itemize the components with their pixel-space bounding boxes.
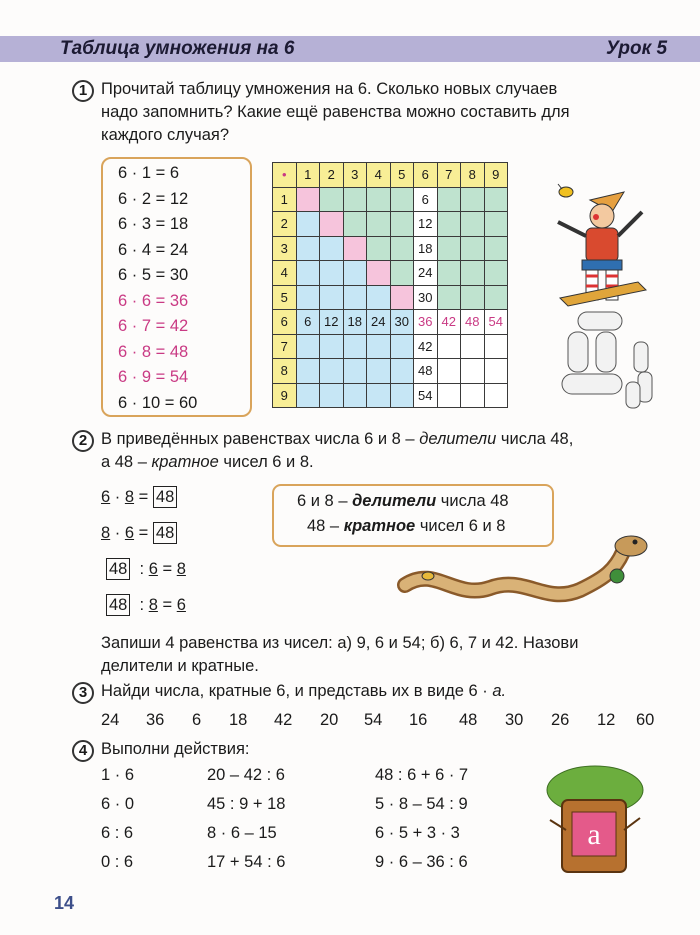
term-divisors-bold: делители <box>352 492 437 510</box>
tree-sign-illustration <box>540 760 650 880</box>
lesson-label: Урок 5 <box>606 38 668 59</box>
task-2-text: В приведённых равенствах числа 6 и 8 – <box>101 430 415 448</box>
grid-cell <box>320 187 344 212</box>
definition-text: числа 48 <box>440 492 509 510</box>
grid-row-header: 1 <box>273 187 297 212</box>
term-multiple: кратное <box>151 453 219 471</box>
grid-cell <box>296 212 320 237</box>
grid-row-header: 9 <box>273 383 297 408</box>
grid-row-header: 3 <box>273 236 297 261</box>
grid-cell <box>320 334 344 359</box>
equation-new: 6 · 6 = 36 <box>118 291 189 310</box>
grid-cell: 30 <box>390 310 414 335</box>
task-4-number: 4 <box>72 740 94 762</box>
grid-cell <box>484 212 508 237</box>
grid-cell <box>484 359 508 384</box>
grid-row <box>273 359 508 384</box>
grid-cell <box>343 285 367 310</box>
grid-cell <box>296 359 320 384</box>
clown-illustration <box>538 172 668 410</box>
product-box: 48 <box>153 522 177 544</box>
grid-header-cell: 5 <box>390 163 414 188</box>
grid-row-header: 5 <box>273 285 297 310</box>
grid-cell: 18 <box>414 236 438 261</box>
factor: 8 <box>124 488 135 506</box>
expression: 0 : 6 <box>101 853 134 871</box>
equation: 6 · 10 = 60 <box>118 393 198 412</box>
grid-cell <box>437 187 461 212</box>
grid-cell <box>437 334 461 359</box>
grid-row <box>273 212 508 237</box>
grid-cell <box>437 383 461 408</box>
grid-cell <box>390 359 414 384</box>
factor: 6 <box>124 524 135 542</box>
grid-cell: 42 <box>414 334 438 359</box>
grid-cell: 12 <box>320 310 344 335</box>
grid-cell: 12 <box>414 212 438 237</box>
grid-cell: 48 <box>461 310 485 335</box>
grid-header-cell: 4 <box>367 163 391 188</box>
task-1-number: 1 <box>72 80 94 102</box>
product-box: 48 <box>106 594 130 616</box>
grid-cell <box>461 359 485 384</box>
expression: 1 · 6 <box>101 766 135 784</box>
task-2-number: 2 <box>72 430 94 452</box>
multiplication-table <box>272 162 508 408</box>
grid-row <box>273 285 508 310</box>
grid-cell <box>461 383 485 408</box>
sign-letter: a <box>587 818 601 851</box>
grid-cell <box>437 359 461 384</box>
equation-new: 6 · 7 = 42 <box>118 317 189 335</box>
grid-cell: 42 <box>437 310 461 335</box>
number-item: 60 <box>636 711 655 729</box>
expression: 9 · 6 – 36 : 6 <box>375 853 468 871</box>
grid-cell <box>461 236 485 261</box>
grid-row <box>273 187 508 212</box>
grid-corner: • <box>273 163 297 188</box>
expression: 45 : 9 + 18 <box>207 795 286 813</box>
grid-cell <box>484 261 508 286</box>
grid-cell <box>461 285 485 310</box>
grid-cell <box>390 383 414 408</box>
operator: : <box>139 596 145 614</box>
grid-cell: 48 <box>414 359 438 384</box>
factor: 6 <box>176 596 186 614</box>
task-4-text: Выполни действия: <box>101 740 250 758</box>
grid-header-cell: 6 <box>414 163 438 188</box>
grid-cell <box>461 334 485 359</box>
grid-cell <box>390 285 414 310</box>
grid-cell <box>461 187 485 212</box>
definition-text: 48 – <box>307 517 340 535</box>
term-multiple-bold: кратное <box>343 517 416 535</box>
operator: = <box>138 488 149 506</box>
factor: 6 <box>101 488 111 506</box>
grid-cell: 30 <box>414 285 438 310</box>
expression: 6 · 0 <box>101 795 135 813</box>
factor: 6 <box>148 560 158 578</box>
number-item: 6 <box>192 711 202 729</box>
grid-cell: 6 <box>296 310 320 335</box>
task-1-line-3: каждого случая? <box>101 126 230 144</box>
grid-header-cell: 7 <box>437 163 461 188</box>
division-equation <box>106 594 186 617</box>
division-equation <box>101 522 177 545</box>
grid-cell: 36 <box>414 310 438 335</box>
operator: · <box>114 488 121 506</box>
factor: 8 <box>101 524 111 542</box>
grid-cell <box>343 359 367 384</box>
number-item: 18 <box>229 711 248 729</box>
grid-row <box>273 310 508 335</box>
grid-cell <box>461 212 485 237</box>
task-3-instruction: Найди числа, кратные 6, и представь их в виде 6 · <box>101 682 488 700</box>
expression: 6 · 5 + 3 · 3 <box>375 824 460 842</box>
division-equation <box>101 486 177 509</box>
grid-cell <box>343 261 367 286</box>
grid-cell <box>343 383 367 408</box>
grid-row-header: 6 <box>273 310 297 335</box>
grid-row-header: 8 <box>273 359 297 384</box>
grid-cell <box>437 236 461 261</box>
grid-cell <box>367 212 391 237</box>
grid-cell <box>296 285 320 310</box>
grid-header-cell: 2 <box>320 163 344 188</box>
equation: 6 · 2 = 12 <box>118 189 189 208</box>
grid-cell <box>484 334 508 359</box>
grid-cell <box>320 261 344 286</box>
grid-cell <box>484 285 508 310</box>
grid-header-cell: 9 <box>484 163 508 188</box>
number-item: 12 <box>597 711 616 729</box>
grid-cell <box>367 359 391 384</box>
grid-cell <box>296 236 320 261</box>
grid-row-header: 7 <box>273 334 297 359</box>
operator: = <box>162 560 173 578</box>
grid-row <box>273 334 508 359</box>
grid-header-cell: 1 <box>296 163 320 188</box>
task-2-text: а 48 – <box>101 453 147 471</box>
grid-cell <box>437 285 461 310</box>
term-divisors: делители <box>419 430 497 448</box>
factor: 8 <box>148 596 158 614</box>
equation: 6 · 4 = 24 <box>118 240 189 259</box>
grid-header-cell: 3 <box>343 163 367 188</box>
equation: 6 · 3 = 18 <box>118 215 189 233</box>
grid-cell: 54 <box>414 383 438 408</box>
expression: 17 + 54 : 6 <box>207 853 286 871</box>
number-item: 30 <box>505 711 524 729</box>
expression: 8 · 6 – 15 <box>207 824 277 842</box>
page-title: Таблица умножения на 6 <box>60 38 295 59</box>
expression: 5 · 8 – 54 : 9 <box>375 795 468 813</box>
task-2-text: числа 48, <box>500 430 574 448</box>
grid-cell <box>343 187 367 212</box>
grid-cell: 24 <box>414 261 438 286</box>
grid-cell <box>437 261 461 286</box>
grid-cell: 6 <box>414 187 438 212</box>
factor: 8 <box>176 560 186 578</box>
grid-cell <box>343 236 367 261</box>
grid-cell <box>296 334 320 359</box>
grid-row <box>273 236 508 261</box>
definition-line-1 <box>297 490 509 513</box>
grid-cell: 24 <box>367 310 391 335</box>
grid-header-row <box>273 163 508 188</box>
grid-cell <box>367 236 391 261</box>
number-item: 20 <box>320 711 339 729</box>
expression: 6 : 6 <box>101 824 134 842</box>
grid-cell <box>484 236 508 261</box>
grid-cell: 54 <box>484 310 508 335</box>
grid-cell <box>296 383 320 408</box>
grid-cell <box>320 285 344 310</box>
task-1-line-2: надо запомнить? Какие ещё равенства можно составить для <box>101 103 570 121</box>
number-item: 54 <box>364 711 383 729</box>
task-3-text <box>101 680 506 703</box>
grid-cell <box>390 261 414 286</box>
equation: 6 · 5 = 30 <box>118 266 189 284</box>
number-item: 36 <box>146 711 165 729</box>
equation: 6 · 1 = 6 <box>118 164 179 182</box>
expression: 48 : 6 + 6 · 7 <box>375 766 469 784</box>
task-1-line-1: Прочитай таблицу умножения на 6. Сколько новых случаев <box>101 80 558 98</box>
grid-cell <box>484 187 508 212</box>
grid-cell <box>390 334 414 359</box>
operator: : <box>139 560 145 578</box>
product-box: 48 <box>106 558 130 580</box>
grid-cell <box>367 334 391 359</box>
operator: = <box>162 596 173 614</box>
task-2-line-2 <box>101 451 314 474</box>
definition-text: 6 и 8 – <box>297 492 348 510</box>
grid-cell <box>367 285 391 310</box>
grid-cell <box>367 383 391 408</box>
task-3-number: 3 <box>72 682 94 704</box>
task-2-line-1 <box>101 428 573 451</box>
grid-cell: 18 <box>343 310 367 335</box>
write-instruction-line-1: Запиши 4 равенства из чисел: а) 9, 6 и 54; б) 6, 7 и 42. Назови <box>101 634 579 652</box>
write-instruction-line-2: делители и кратные. <box>101 657 259 675</box>
grid-cell <box>320 212 344 237</box>
number-item: 48 <box>459 711 478 729</box>
page-number: 14 <box>54 893 75 913</box>
task-2-text: чисел 6 и 8. <box>223 453 314 471</box>
grid-row-header: 2 <box>273 212 297 237</box>
number-item: 16 <box>409 711 428 729</box>
division-equation <box>106 558 186 581</box>
product-box: 48 <box>153 486 177 508</box>
grid-cell <box>437 212 461 237</box>
number-item: 26 <box>551 711 570 729</box>
grid-cell <box>390 236 414 261</box>
equation-new: 6 · 8 = 48 <box>118 342 189 361</box>
grid-cell <box>461 261 485 286</box>
grid-row-header: 4 <box>273 261 297 286</box>
grid-cell <box>320 359 344 384</box>
definition-text: чисел 6 и 8 <box>419 517 506 535</box>
grid-cell <box>296 187 320 212</box>
variable-a: a. <box>492 682 507 700</box>
number-item: 42 <box>274 711 293 729</box>
equation-new: 6 · 9 = 54 <box>118 368 189 386</box>
operator: · <box>114 524 121 542</box>
grid-cell <box>367 261 391 286</box>
number-item: 24 <box>101 711 120 729</box>
grid-row <box>273 383 508 408</box>
operator: = <box>138 524 149 542</box>
grid-cell <box>296 261 320 286</box>
snake-illustration <box>395 530 665 620</box>
grid-cell <box>367 187 391 212</box>
grid-cell <box>343 334 367 359</box>
grid-cell <box>390 212 414 237</box>
expression: 20 – 42 : 6 <box>207 766 285 784</box>
grid-cell <box>343 212 367 237</box>
grid-cell <box>320 383 344 408</box>
grid-row <box>273 261 508 286</box>
grid-cell <box>320 236 344 261</box>
grid-header-cell: 8 <box>461 163 485 188</box>
grid-cell <box>484 383 508 408</box>
grid-cell <box>390 187 414 212</box>
